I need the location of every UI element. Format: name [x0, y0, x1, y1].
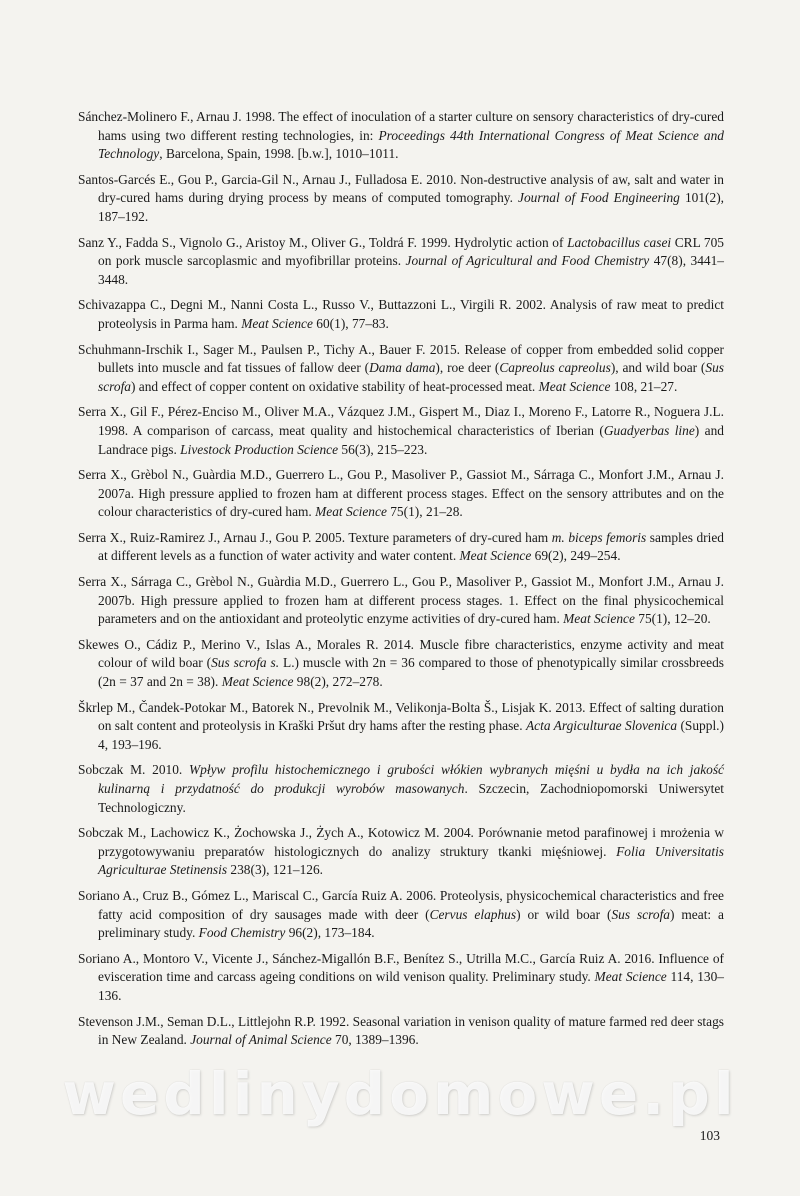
reference-italic-text: Lactobacillus casei: [567, 234, 672, 250]
reference-italic-text: Journal of Food Engineering: [518, 190, 680, 206]
reference-text: 47(8), 3441–3448.: [98, 253, 724, 287]
reference-italic-text: Meat Science: [594, 969, 667, 985]
reference-text: Sobczak M., Lachowicz K., Żochowska J., Żych A., Kotowicz M. 2004. Porównanie metod parafinowej i mrożenia w przygotowywaniu preparatów histologicznych do analizy struktury tkanki mięśniowej.: [78, 825, 724, 859]
reference-italic-text: Meat Science: [221, 674, 294, 690]
reference-italic-text: Journal of Agricultural and Food Chemistry: [405, 253, 650, 269]
watermark: wedlinydomowe.pl: [62, 1060, 738, 1128]
reference-text: Skewes O., Cádiz P., Merino V., Islas A., Morales R. 2014. Muscle fibre characteristics, enzyme activity and meat colour of wild boar (: [78, 636, 724, 671]
reference-text: 114, 130–136.: [98, 969, 725, 1003]
reference-text: ) and Landrace pigs.: [98, 422, 724, 457]
reference-italic-text: m. biceps femoris: [551, 529, 647, 545]
reference-entry: [78, 887, 724, 943]
reference-entry: [78, 171, 724, 227]
reference-italic-text: Meat Science: [563, 611, 635, 627]
reference-italic-text: Acta Argiculturae Slovenica: [525, 718, 678, 734]
reference-text: 60(1), 77–83.: [312, 315, 389, 331]
reference-entry: [78, 699, 724, 755]
reference-italic-text: Sus scrofa s.: [211, 655, 280, 671]
reference-text: ) meat: a preliminary study.: [98, 906, 724, 941]
reference-text: 98(2), 272–278.: [293, 674, 383, 690]
reference-text: , Barcelona, Spain, 1998. [b.w.], 1010–1011.: [159, 146, 399, 162]
reference-text: 56(3), 215–223.: [338, 441, 428, 457]
reference-italic-text: Dama dama: [369, 360, 436, 376]
page-number: 103: [699, 1128, 720, 1143]
reference-italic-text: Livestock Production Science: [180, 441, 339, 457]
reference-italic-text: Folia Universitatis Agriculturae Stetinensis: [98, 843, 724, 878]
reference-text: Serra X., Gil F., Pérez-Enciso M., Oliver M.A., Vázquez J.M., Gispert M., Diaz I., Moreno F., Latorre R., Noguera J.L. 1998. A comparison of carcass, meat quality and histochemical characteristics of Iberian (: [78, 404, 724, 438]
reference-italic-text: Guadyerbas line: [603, 422, 695, 438]
reference-entry: [78, 824, 724, 880]
reference-text: Schuhmann-Irschik I., Sager M., Paulsen P., Tichy A., Bauer F. 2015. Release of copper from embedded solid copper bullets into muscle and fat tissues of fallow deer (: [78, 341, 724, 376]
reference-text: . Szczecin, Zachodniopomorski Uniwersytet Technologiczny.: [98, 781, 724, 815]
reference-text: 69(2), 249–254.: [531, 548, 621, 564]
reference-italic-text: Sus scrofa: [98, 360, 725, 394]
reference-entry: [78, 234, 724, 290]
reference-text: (Suppl.) 4, 193–196.: [98, 718, 724, 752]
reference-text: ) and effect of copper content on oxidative stability of heat-processed meat.: [130, 378, 539, 394]
reference-italic-text: Sus scrofa: [611, 906, 670, 922]
reference-entry: [78, 403, 724, 459]
reference-text: ), roe deer (: [435, 360, 500, 376]
reference-entry: [78, 761, 724, 817]
reference-italic-text: Cervus elaphus: [429, 906, 517, 922]
reference-text: 75(1), 12–20.: [634, 611, 711, 627]
reference-text: L.) muscle with 2n = 36 compared to those of phenotypically similar crossbreeds (2n = 37 and 2n = 38).: [98, 655, 724, 690]
reference-text: ) or wild boar (: [516, 906, 612, 922]
reference-text: CRL 705 on pork muscle sarcoplasmic and myofibrillar proteins.: [98, 234, 725, 269]
reference-text: 70, 1389–1396.: [331, 1032, 419, 1048]
reference-entry: [78, 636, 724, 692]
reference-italic-text: Meat Science: [241, 315, 313, 331]
reference-text: Santos-Garcés E., Gou P., Garcia-Gil N., Arnau J., Fulladosa E. 2010. Non-destructive analysis of aw, salt and water in dry-cured hams during drying process by means of computed tomography.: [78, 171, 724, 206]
reference-text: ), and wild boar (: [610, 360, 706, 376]
reference-entry: [78, 1013, 724, 1050]
reference-italic-text: Proceedings 44th International Congress of Meat Science and Technology: [98, 127, 725, 162]
reference-text: Soriano A., Montoro V., Vicente J., Sánchez-Migallón B.F., Benítez S., Utrilla M.C., García Ruiz A. 2016. Influence of evisceration time and carcass ageing conditions on wild venison quality. Preliminary study.: [78, 950, 724, 985]
reference-text: 75(1), 21–28.: [386, 504, 463, 520]
reference-italic-text: Journal of Animal Science: [190, 1032, 332, 1048]
reference-text: Sanz Y., Fadda S., Vignolo G., Aristoy M., Oliver G., Toldrá F. 1999. Hydrolytic action of: [78, 234, 568, 250]
reference-text: 101(2), 187–192.: [98, 190, 724, 224]
reference-italic-text: Wpływ profilu histochemicznego i grubości włókien wybranych mięśni u bydła na ich jakość kulinarną i przydatność do produkcji wyrobów masowanych: [98, 762, 724, 796]
reference-text: 96(2), 173–184.: [285, 925, 375, 941]
reference-text: Sobczak M. 2010.: [78, 762, 190, 778]
reference-italic-text: Food Chemistry: [198, 925, 286, 941]
reference-text: Serra X., Grèbol N., Guàrdia M.D., Guerrero L., Gou P., Masoliver P., Gassiot M., Sárraga C., Monfort J.M., Arnau J. 2007a. High pressure applied to frozen ham at different process stages. Effect on the sensory attributes and on the colour characteristics of dry-cured ham.: [78, 467, 724, 520]
reference-text: Stevenson J.M., Seman D.L., Littlejohn R.P. 1992. Seasonal variation in venison quality of mature farmed red deer stags in New Zealand.: [78, 1013, 724, 1048]
reference-text: 108, 21–27.: [610, 378, 678, 394]
reference-text: Soriano A., Cruz B., Gómez L., Mariscal C., García Ruiz A. 2006. Proteolysis, physicochemical characteristics and free fatty acid composition of dry sausages made with deer (: [78, 887, 724, 922]
reference-text: Serra X., Sárraga C., Grèbol N., Guàrdia M.D., Guerrero L., Gou P., Masoliver P., Gassiot M., Monfort J.M., Arnau J. 2007b. High pressure applied to frozen ham at different process stages. 1. Effect on the final physicochemical parameters and on the antioxidant and proteolytic enzyme activities of dry-cured ham.: [78, 574, 724, 627]
reference-text: 238(3), 121–126.: [227, 862, 324, 878]
reference-italic-text: Meat Science: [538, 378, 611, 394]
reference-text: Schivazappa C., Degni M., Nanni Costa L., Russo V., Buttazzoni L., Virgili R. 2002. Analysis of raw meat to predict proteolysis in Parma ham.: [78, 297, 724, 331]
reference-text: Škrlep M., Čandek-Potokar M., Batorek N., Prevolnik M., Velikonja-Bolta Š., Lisjak K. 2013. Effect of salting duration on salt content and proteolysis in Kraški Pršut dry hams after the resting phase.: [78, 699, 724, 734]
reference-entry: [78, 341, 724, 397]
reference-italic-text: Capreolus capreolus: [499, 360, 611, 376]
reference-italic-text: Meat Science: [459, 548, 532, 564]
reference-entry: [78, 108, 724, 164]
reference-entry: [78, 529, 724, 566]
reference-text: Serra X., Ruiz-Ramirez J., Arnau J., Gou P. 2005. Texture parameters of dry-cured ham: [78, 529, 552, 545]
reference-text: samples dried at different levels as a function of water activity and water content.: [98, 529, 724, 564]
reference-entry: [78, 466, 724, 522]
reference-list: [78, 108, 724, 1057]
reference-italic-text: Meat Science: [315, 504, 387, 520]
reference-entry: [78, 950, 724, 1006]
reference-entry: [78, 573, 724, 629]
reference-text: Sánchez-Molinero F., Arnau J. 1998. The effect of inoculation of a starter culture on sensory characteristics of dry-cured hams using two different resting technologies, in:: [78, 109, 724, 143]
reference-entry: [78, 296, 724, 333]
